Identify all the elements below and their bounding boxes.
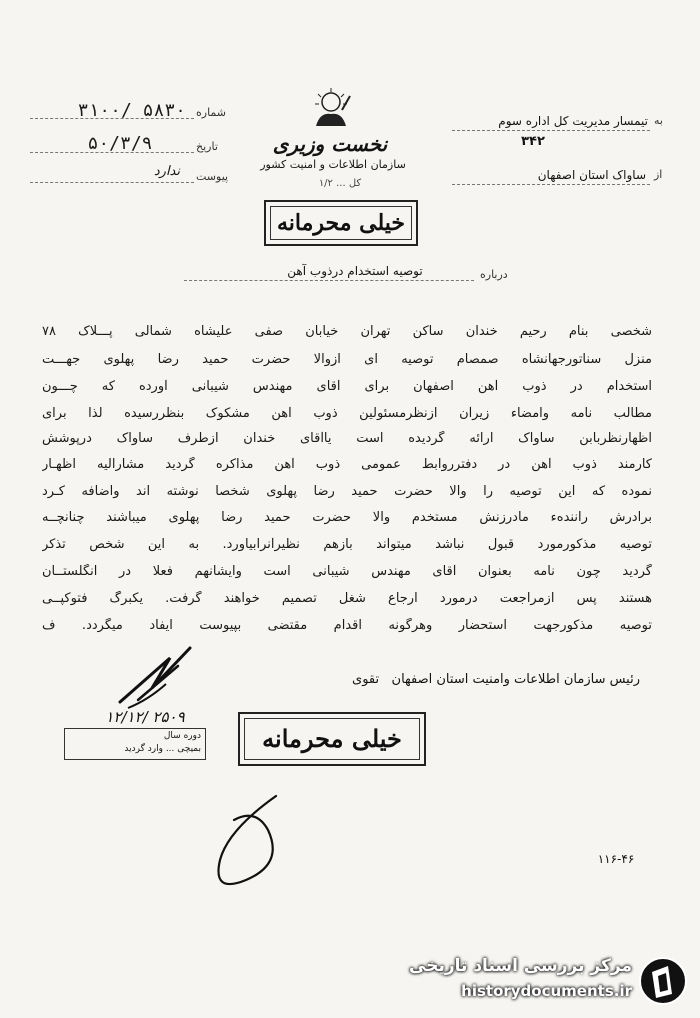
subject-value: توصیه استخدام درذوب آهن (287, 264, 423, 278)
to-prefix: به (654, 114, 663, 127)
watermark-title: مرکز بررسی اسناد تاریخی (409, 956, 632, 976)
body-line: نموده که این توصیه را والا حضرت حمید رضا پهلوی شخصا نوشته اند واضافه کـرد (42, 484, 652, 499)
number-value: ۳۱۰۰/ ۵۸۳۰ (77, 100, 186, 121)
registry-box (64, 728, 206, 760)
body-line: توصیه مذکورجهت استحضار وهرگونه اقدام مقتضی بپیوست ایفاد میگردد. ف (42, 618, 652, 633)
handwritten-mark-icon (198, 790, 298, 900)
from-line (452, 184, 650, 185)
body-line: گردید چون نامه بعنوان آقای مهندس شیبانی است وایشانهم فعلا در انگلستــان (42, 564, 652, 579)
body-line: کارمند ذوب آهن در دفترروابط عمومی ذوب آهن مذاکره گردید مشارالیه اظهـار (42, 457, 652, 472)
stamp-inner-border (270, 206, 412, 240)
registry-line-2: بمیچی ... وارد گردید (124, 744, 201, 754)
stamp-inner-border (244, 718, 420, 760)
lion-and-sun-emblem-icon (306, 86, 356, 132)
to-line (452, 130, 650, 131)
subject-prefix: درباره (480, 268, 508, 281)
date-label: تاریخ (196, 140, 218, 153)
registry-line-1: دوره سال (163, 731, 201, 741)
signature-line (170, 672, 640, 687)
org-title: نخست وزیری (272, 132, 388, 156)
body-line: توصیه مذکورمورد قبول نباشد میتواند بازهم نظیرآنرابیاورد. به این شخص تذکر (42, 537, 652, 552)
registry-handwritten-number: ۱۲/۱۲/ ۲۵۰۹ (105, 708, 185, 726)
to-code: ۳۴۲ (521, 134, 545, 149)
subject-line (184, 280, 474, 281)
body-line: هستند پس ازمراجعت درمورد ارجاع شغل تصمیم خواهند گرفت. یکبرگ فتوکپــی (42, 591, 652, 606)
watermark-url: historydocuments.ir (461, 982, 632, 1000)
body-line: مطالب نامه وامضاء زیرآن ازنظرمسئولین ذوب آهن مشکوک بنظررسیده لذا برای (42, 406, 652, 421)
org-subtitle: سازمان اطلاعات و امنیت کشور (260, 158, 406, 171)
to-value: تیمسار مدیریت کل اداره سوم (498, 114, 648, 128)
body-line: برادرش رانندهء مادرزنش مستخدم والا حضرت حمید رضا پهلوی میباشند چنانچــه (42, 510, 652, 525)
signature-title: رئیس سازمان اطلاعات وامنیت استان اصفهان (391, 672, 640, 687)
classification-stamp (264, 200, 418, 246)
bottom-classification-stamp (238, 712, 426, 766)
signature-name: تقوی (352, 672, 380, 687)
from-value: ساواک استان اصفهان (537, 168, 646, 182)
from-prefix: از (654, 168, 663, 181)
attachment-value: ندارد (153, 164, 180, 179)
attachment-line (30, 182, 194, 183)
body-line: شخصی بنام رحیم خندان ساکن تهران خیابان صفی علیشاه شمالی پـــلاک ۷۸ (42, 324, 652, 339)
watermark (396, 952, 692, 1012)
body-line: استخدام در ذوب آهن اصفهان برای آقای مهندس شیبانی آورده که چـــون (42, 379, 652, 394)
attachment-label: پیوست (196, 170, 229, 183)
classification-stamp-text: خیلی محرمانه (276, 210, 406, 236)
body-line: منزل سناتورجهانشاه صمصام توصیه ای ازوالا حضرت حمید رضا پهلوی جهـــت (42, 352, 652, 367)
date-value: ۵۰/۳/۹ (87, 133, 153, 154)
classification-small: کل ... ۱/۲ (318, 178, 362, 189)
body-line: اظهارنظربابن ساواک ارائه گردیده است یاآقای خندان ازطرف ساواک درپوشش (42, 431, 652, 446)
archive-logo-icon (638, 954, 688, 1008)
archive-code: ۱۱۶-۴۶ (597, 852, 635, 866)
bottom-classification-stamp-text: خیلی محرمانه (262, 724, 402, 753)
number-label: شماره (196, 106, 227, 119)
